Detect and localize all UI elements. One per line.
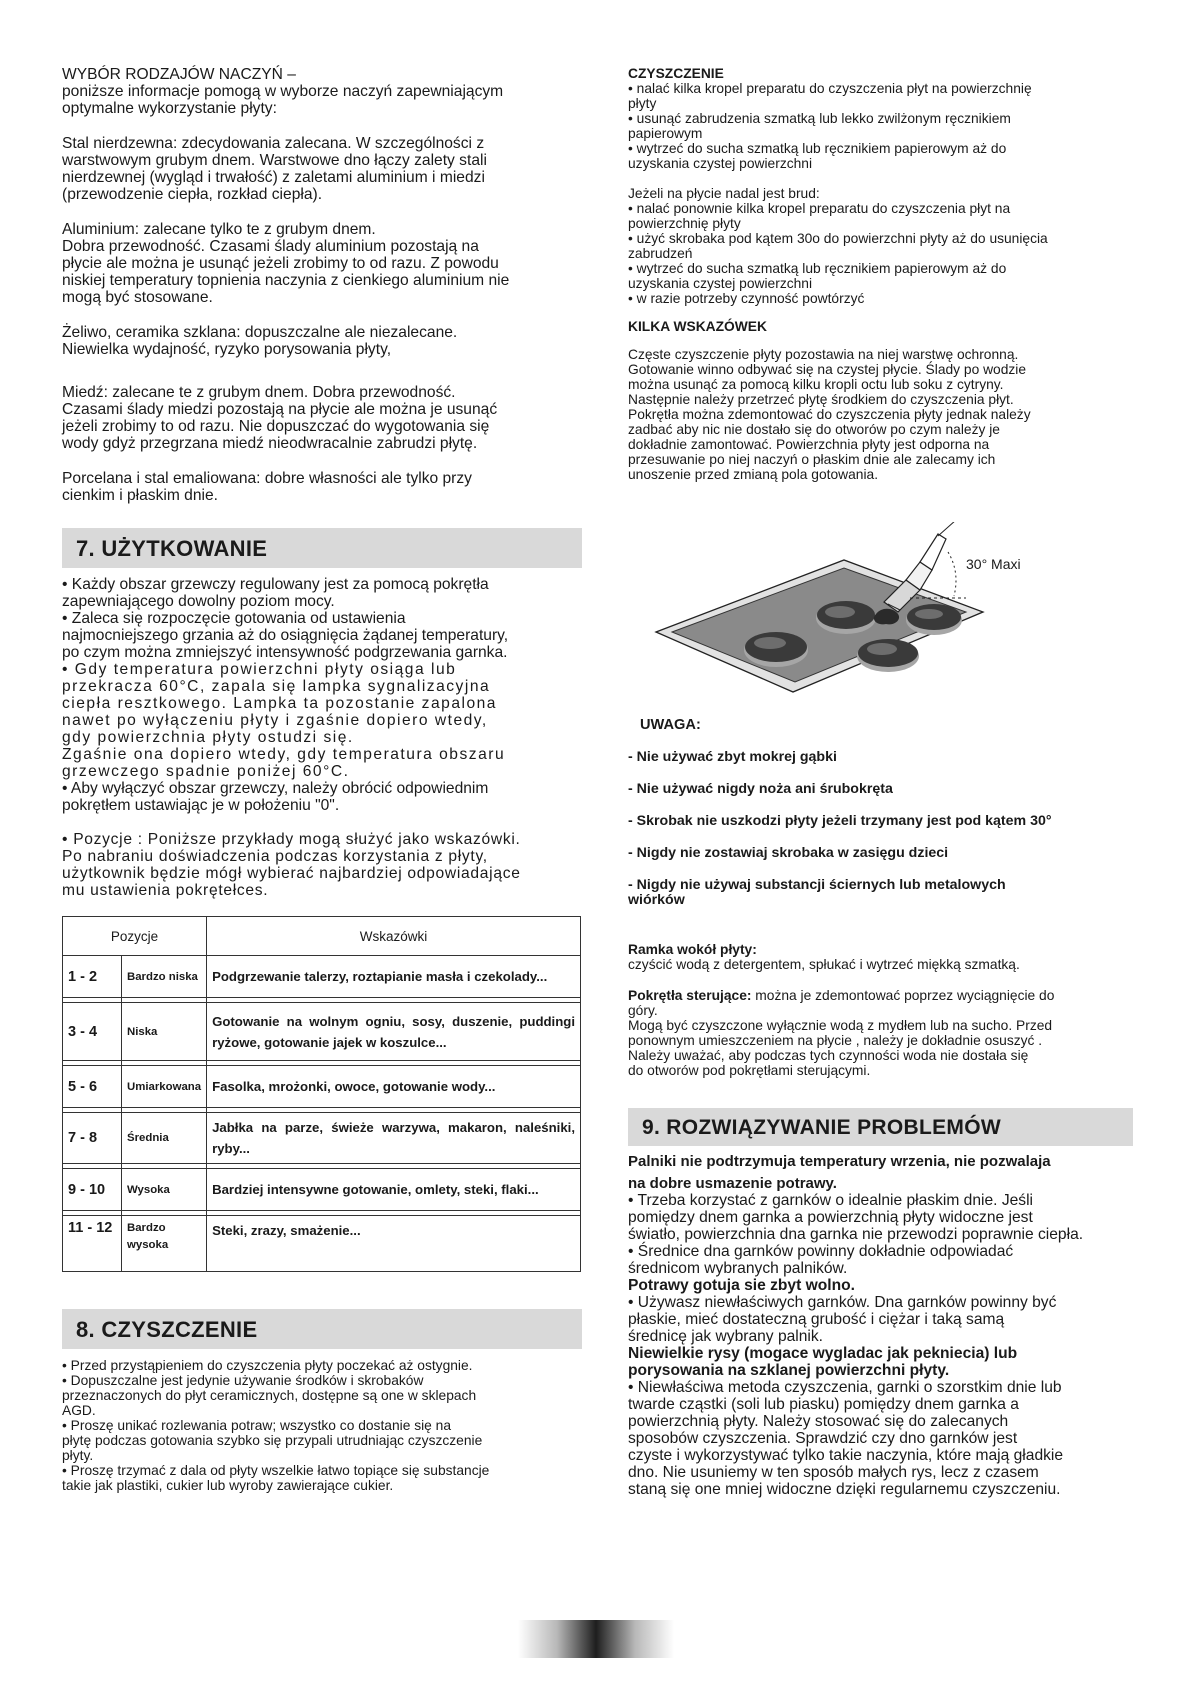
table-header-row: [63, 917, 581, 956]
section-9-heading: 9. ROZWIĄZYWANIE PROBLEMÓW: [628, 1108, 1133, 1146]
warning-item: - Nigdy nie zostawiaj skrobaka w zasięgu dzieci: [628, 845, 949, 861]
section-7-heading: 7. UŻYTKOWANIE: [62, 528, 582, 568]
cleaning-title: CZYSZCZENIE: [628, 66, 724, 81]
cleaning-text: • Przed przystąpieniem do czyszczenia płyty poczekać aż ostygnie. • Dopuszczalne jest jedynie używanie środków i skrobaków przeznaczonych do płyt ceramicznych, dostępne są one w sklepach AGD. • Proszę unikać rozlewania potraw; wszystko co dostanie się na płytę podczas gotowania szybko się przypali utrudniając czyszczenie płyty. • Proszę trzymać z dala od płyty wszelkie łatwo topiące się substancje takie jak plastiki, cukier lub wyroby zawierające cukier.: [62, 1358, 490, 1493]
warning-item: - Nie używać zbyt mokrej gąbki: [628, 749, 837, 765]
table-row: 9 - 10 Wysoka Bardziej intensywne gotowanie, omlety, steki, flaki...: [63, 1169, 581, 1211]
cleaning-steps: • nalać kilka kropel preparatu do czyszczenia płyt na powierzchnię płyty • usunąć zabrudzenia szmatką lub lekko zwilżonym ręcznikiem papierowym • wytrzeć do sucha szmatką lub ręcznikiem papierowym aż do uzyskania czystej powierzchni: [628, 81, 1032, 171]
table-row: 7 - 8 Średnia Jabłka na parze, świeże warzywa, makaron, naleśniki, ryby...: [63, 1113, 581, 1164]
right-column: [628, 66, 1133, 1498]
dirt-steps: Jeżeli na płycie nadal jest brud: • nalać ponownie kilka kropel preparatu do czyszczenia płyt na powierzchnię płyty • użyć skrobaka pod kątem 30o do powierzchni płyty aż do usunięcia zabrudzeń • wytrzeć do sucha szmatką lub ręcznikiem papierowym aż do uzyskania czystej powierzchni • w razie potrzeby czynność powtórzyć: [628, 186, 1048, 306]
table-header-tips: Wskazówki: [207, 917, 581, 956]
frame-care: Ramka wokół płyty: czyścić wodą z detergentem, spłukać i wytrzeć miękką szmatką.: [628, 942, 1133, 972]
cooking-zone-back-right: [906, 604, 962, 635]
cookware-title: WYBÓR RODZAJÓW NACZYŃ –: [62, 66, 296, 83]
troubleshooting-text: Palniki nie podtrzymuja temperatury wrzenia, nie pozwalaja na dobre usmazenie potrawy. • Trzeba korzystać z garnków o idealnie płaskim dnie. Jeśli pomiędzy dnem garnka a powierzchnią płyty widoczne jest światło, powierzchnia dna garnka nie przewodzi poprawnie ciepła. • Średnice dna garnków powinny dokładnie odpowiadać średnicom wybranych palników. Potrawy gotuja sie zbyt wolno. • Używasz niewłaściwych garnków. Dna garnków powinny być płaskie, mieć dostateczną grubość i ciężar i taką samą średnicę jak wybrany palnik. Niewielkie rysy (mogace wygladac jak pekniecia) lub porysowania na szklanej powierzchni płyty. • Niewłaściwa metoda czyszczenia, garnki o szorstkim dnie lub twarde cząstki (soli lub piasku) pomiędzy dnem garnka a powierzchnią płyty. Należy stosować się do zalecanych sposobów czyszczenia. Sprawdzić czy dno garnków jest czyste i wykorzystywać tylko takie naczynia, które mają gładkie dno. Nie usuniemy w ten sposób małych rys, lecz z czasem staną się one mniej widoczne dzięki regularnemu czyszczeniu.: [628, 1153, 1084, 1498]
tips-title: KILKA WSKAZÓWEK: [628, 319, 767, 334]
warning-item: - Nigdy nie używaj substancji ściernych lub metalowych: [628, 877, 1006, 893]
cooking-zone-back-left: [816, 601, 876, 634]
angle-arc: [948, 552, 956, 596]
left-column: [62, 66, 582, 1493]
frame-title: Ramka wokół płyty:: [628, 942, 757, 957]
angle-label: 30° Maxi: [966, 556, 1021, 572]
page-footer-bar: [518, 1620, 674, 1658]
usage-text: • Każdy obszar grzewczy regulowany jest za pomocą pokrętła zapewniającego dowolny poziom mocy. • Zaleca się rozpoczęcie gotowania od ustawienia najmocniejszego grzania aż do osiągnięcia żądanej temperatury, po czym można zmniejszyć intensywność podgrzewania garnka. • Gdy temperatura powierzchni płyty osiąga lub przekracza 60°C, zapala się lampka sygnalizacyjna ciepła resztkowego. Lampka ta pozostanie zapalona nawet po wyłączeniu płyty i zgaśnie dopiero wtedy, gdy powierzchnia płyty ostudzi się. Zgaśnie ona dopiero wtedy, gdy temperatura obszaru grzewczego spadnie poniżej 60°C. • Aby wyłączyć obszar grzewczy, należy obrócić odpowiednim pokrętłem ustawiając je w położeniu "0". • Pozycje : Poniższe przykłady mogą służyć jako wskazówki. Po nabraniu doświadczenia podczas korzystania z płyty, użytkownik będzie mógł wybierać najbardziej odpowiadające mu ustawienia pokrętełces.: [62, 576, 521, 899]
warning-list: - Nie używać zbyt mokrej gąbki - Nie używać nigdy noża ani śrubokręta - Skrobak nie uszkodzi płyty jeżeli trzymany jest pod kątem 30° - Nigdy nie zostawiaj skrobaka w zasięgu dzieci - Nigdy nie używaj substancji ściernych lub metalowych wiórków: [628, 750, 1133, 908]
warning-item: - Nie używać nigdy noża ani śrubokręta: [628, 781, 893, 797]
porcelain-paragraph: Porcelana i stal emaliowana: dobre własności ale tylko przy cienkim i płaskim dnie.: [62, 470, 472, 504]
tips-text: Częste czyszczenie płyty pozostawia na niej warstwę ochronną. Gotowanie winno odbywać się na czystej płycie. Ślady po wodzie można usunąć za pomocą kilku kropli octu lub soku z cytryny. Następnie należy przetrzeć płytę środkiem do czyszczenia płyt. Pokrętła można zdemontować do czyszczenia płyty jednak należy zadbać aby nic nie dostało się do otworów po czym należy je dokładnie zamontować. Powierzchnia płyty jest odporna na przesuwanie po niej naczyń o płaskim dnie ale zalecamy ich unoszenie przed zmianą pola gotowania.: [628, 347, 1031, 482]
hob-scraper-illustration: [648, 522, 1068, 697]
settings-table: [62, 916, 581, 1272]
warning-title: UWAGA:: [640, 717, 701, 733]
knobs-care: Pokrętła sterujące: można je zdemontować poprzez wyciągnięcie do góry. Mogą być czyszczone wyłącznie wodą z mydłem lub na sucho. Przed ponownym umieszczeniem na płycie , należy je dokładnie osuszyć . Należy uważać, aby podczas tych czynności woda nie dostała się do otworów pod pokrętłami sterującymi.: [628, 988, 1055, 1078]
table-row: 3 - 4 Niska Gotowanie na wolnym ogniu, sosy, duszenie, puddingi ryżowe, gotowanie jajek w koszulce...: [63, 1003, 581, 1061]
cast-iron-paragraph: Żeliwo, ceramika szklana: dopuszczalne ale niezalecane. Niewielka wydajność, ryzyko porysowania płyty,: [62, 324, 458, 358]
section-8-heading: 8. CZYSZCZENIE: [62, 1309, 582, 1349]
knobs-title: Pokrętła sterujące:: [628, 988, 752, 1003]
stainless-steel-paragraph: Stal nierdzewna: zdecydowania zalecana. W szczególności z warstwowym grubym dnem. Warstwowe dno łączy zalety stali nierdzewnej (wygląd i trwałość) z zaletami aluminium i miedzi (przewodzenie ciepła, rozkład ciepła).: [62, 135, 487, 203]
table-row: 5 - 6 Umiarkowana Fasolka, mrożonki, owoce, gotowanie wody...: [63, 1066, 581, 1108]
cooking-zone-front-left: [744, 632, 808, 667]
warning-item: - Skrobak nie uszkodzi płyty jeżeli trzymany jest pod kątem 30°: [628, 813, 1052, 829]
table-row: 11 - 12 Bardzo wysoka Steki, zrazy, smażenie...: [63, 1216, 581, 1272]
table-header-positions: Pozycje: [63, 917, 207, 956]
cookware-intro: WYBÓR RODZAJÓW NACZYŃ – poniższe informacje pomogą w wyborze naczyń zapewniającym optymalne wykorzystanie płyty:: [62, 66, 582, 117]
aluminium-paragraph: Aluminium: zalecane tylko te z grubym dnem. Dobra przewodność. Czasami ślady aluminium pozostają na płycie ale można je usunąć jeżeli zrobimy to od razu. Z powodu niskiej temperatury topnienia naczynia z cienkiego aluminium nie mogą być stosowane.: [62, 221, 510, 306]
copper-paragraph: Miedź: zalecane te z grubym dnem. Dobra przewodność. Czasami ślady miedzi pozostają na płycie ale można je usunąć jeżeli zrobimy to od razu. Nie dopuszczać do wygotowania się wody gdyż przegrzana miedź nieodwracalnie zabrudzi płytę.: [62, 384, 498, 452]
cooking-zone-front-right: [857, 639, 919, 672]
table-row: 1 - 2 Bardzo niska Podgrzewanie talerzy, roztapianie masła i czekolady...: [63, 956, 581, 998]
